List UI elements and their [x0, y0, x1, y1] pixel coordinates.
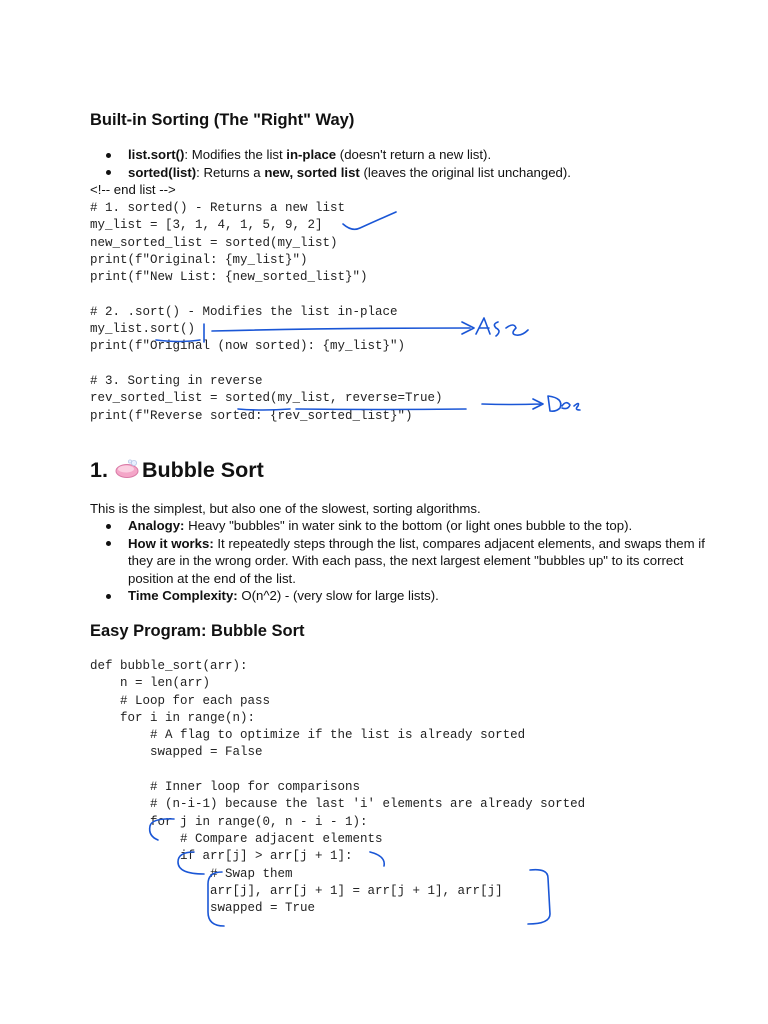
item-label: Time Complexity: [128, 588, 238, 603]
reverse-note [548, 396, 580, 411]
section-title: Bubble Sort [141, 458, 264, 482]
bubble-facts-list [90, 517, 710, 605]
list-item [90, 164, 710, 182]
item-text: It repeatedly steps through the list, compares adjacent elements, and swaps them if they are in the wrong order. With each pass, the next largest element "bubbles up" to its correct position at the end of the list. [128, 535, 705, 586]
list-item [90, 517, 710, 535]
easy-program-heading: Easy Program: Bubble Sort [90, 622, 305, 640]
list-item [90, 535, 710, 588]
item-label: Analogy: [128, 518, 185, 533]
item-emphasis: new, sorted list [264, 164, 360, 180]
term: sorted(list) [128, 164, 197, 180]
builtin-sorting-heading: Built-in Sorting (The "Right" Way) [90, 111, 355, 129]
soap-icon [114, 459, 140, 477]
end-list-comment: <!-- end list --> [90, 182, 176, 197]
item-emphasis: in-place [286, 147, 337, 162]
term: list.sort() [128, 147, 185, 162]
item-text: : Returns a [196, 164, 265, 180]
builtin-code-block: # 1. sorted() - Returns a new list my_list = [3, 1, 4, 1, 5, 9, 2] new_sorted_list = sorted(my_list) print(f"Original: {my_list}") print(f"New List: {new_sorted_list}") # 2. .sort() - Modifies the list in-place my_list.sort() print(f"Original (now sorted): {my_list}") # 3. Sorting in reverse rev_sorted_list = sorted(my_list, reverse=True) print(f"Reverse sorted: {rev_sorted_list}") [90, 201, 443, 423]
item-label: How it works: [128, 535, 214, 551]
sort-note [476, 318, 528, 336]
bubble-sort-code-block: def bubble_sort(arr): n = len(arr) # Loop for each pass for i in range(n): # A flag to optimize if the list is already sorted swapped = False # Inner loop for comparisons # (n-i-1) because the last 'i' elements are already sorted for j in range(0, n - i - 1): # Compare adjacent elements if arr[j] > arr[j + 1]: # Swap them arr[j], arr[j + 1] = arr[j + 1], arr[j] swapped = True [90, 659, 586, 916]
item-text: O(n^2) - (very slow for large lists). [237, 588, 439, 603]
bubble-intro: This is the simplest, but also one of the slowest, sorting algorithms. [90, 501, 481, 516]
item-text: Heavy "bubbles" in water sink to the bottom (or light ones bubble to the top). [184, 518, 633, 533]
bubble-sort-heading [90, 458, 264, 483]
item-text: (leaves the original list unchanged). [359, 164, 571, 180]
section-number: 1. [90, 458, 108, 482]
builtin-sorting-list [90, 146, 710, 181]
list-item [90, 587, 710, 605]
item-text: (doesn't return a new list). [336, 147, 492, 162]
item-text: : Modifies the list [184, 147, 287, 162]
list-item [90, 146, 710, 164]
reverse-arrow [482, 399, 543, 409]
